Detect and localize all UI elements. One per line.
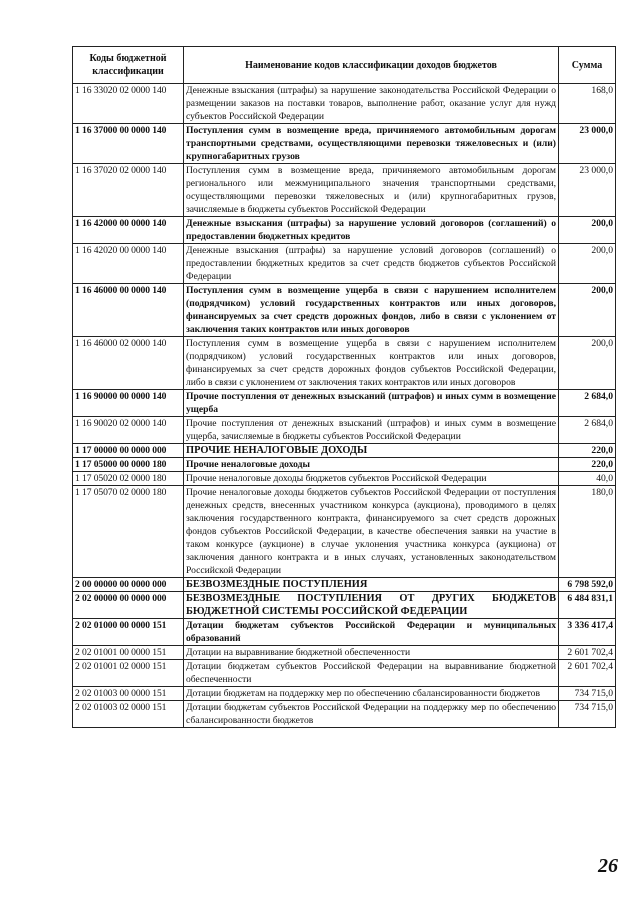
table-row xyxy=(73,472,616,486)
name-cell: Денежные взыскания (штрафы) за нарушение условий договоров (соглашений) о предоставлении бюджетных кредитов xyxy=(184,217,559,244)
code-cell: 2 02 01003 00 0000 151 xyxy=(73,687,184,701)
name-cell: БЕЗВОЗМЕЗДНЫЕ ПОСТУПЛЕНИЯ ОТ ДРУГИХ БЮДЖЕТОВ БЮДЖЕТНОЙ СИСТЕМЫ РОССИЙСКОЙ ФЕДЕРАЦИИ xyxy=(184,592,559,619)
table-row xyxy=(73,619,616,646)
name-cell: Дотации бюджетам субъектов Российской Федерации на выравнивание бюджетной обеспеченности xyxy=(184,660,559,687)
code-cell: 1 17 05070 02 0000 180 xyxy=(73,486,184,578)
name-cell: Поступления сумм в возмещение вреда, причиняемого автомобильным дорогам транспортными средствами, осуществляющими перевозки тяжеловесных и (или) крупногабаритных грузов xyxy=(184,124,559,164)
code-cell: 1 16 42000 00 0000 140 xyxy=(73,217,184,244)
code-cell: 2 02 01003 02 0000 151 xyxy=(73,701,184,728)
code-cell: 1 17 05000 00 0000 180 xyxy=(73,458,184,472)
amount-cell: 2 601 702,4 xyxy=(559,660,616,687)
code-cell: 1 16 37000 00 0000 140 xyxy=(73,124,184,164)
name-cell: Прочие неналоговые доходы xyxy=(184,458,559,472)
code-cell: 2 02 01000 00 0000 151 xyxy=(73,619,184,646)
amount-cell: 2 684,0 xyxy=(559,390,616,417)
code-cell: 1 16 37020 02 0000 140 xyxy=(73,164,184,217)
amount-cell: 168,0 xyxy=(559,84,616,124)
code-cell: 2 02 00000 00 0000 000 xyxy=(73,592,184,619)
amount-cell: 6 484 831,1 xyxy=(559,592,616,619)
table-row xyxy=(73,444,616,458)
amount-cell: 180,0 xyxy=(559,486,616,578)
table-row xyxy=(73,701,616,728)
table-row xyxy=(73,390,616,417)
code-cell: 1 16 90000 00 0000 140 xyxy=(73,390,184,417)
code-cell: 1 17 05020 02 0000 180 xyxy=(73,472,184,486)
table-row xyxy=(73,284,616,337)
name-cell: Прочие неналоговые доходы бюджетов субъектов Российской Федерации от поступления денежных средств, внесенных участником конкурса (аукциона), проводимого в целях заключения государственного контракта, финансируемого за счет средств дорожных фондов субъектов Российской Федерации, в качестве обеспечения заявки на участие в таком конкурсе (аукционе) в случае уклонения участника конкурса (аукциона) от заключения данного контракта и в иных случаях, установленных законодательством Российской Федерации xyxy=(184,486,559,578)
table-row xyxy=(73,244,616,284)
table-row xyxy=(73,660,616,687)
table-row xyxy=(73,164,616,217)
amount-cell: 220,0 xyxy=(559,458,616,472)
code-cell: 1 16 42020 00 0000 140 xyxy=(73,244,184,284)
code-cell: 2 00 00000 00 0000 000 xyxy=(73,578,184,592)
amount-cell: 6 798 592,0 xyxy=(559,578,616,592)
table-row xyxy=(73,646,616,660)
code-cell: 1 16 90020 02 0000 140 xyxy=(73,417,184,444)
name-cell: Прочие неналоговые доходы бюджетов субъектов Российской Федерации xyxy=(184,472,559,486)
code-cell: 1 16 46000 00 0000 140 xyxy=(73,284,184,337)
code-cell: 2 02 01001 02 0000 151 xyxy=(73,660,184,687)
amount-cell: 2 684,0 xyxy=(559,417,616,444)
name-cell: Поступления сумм в возмещение ущерба в связи с нарушением исполнителем (подрядчиком) условий государственных контрактов или иных договоров, финансируемых за счет средств дорожных фондов субъектов Российской Федерации, либо в связи с уклонением от заключения таких контрактов или иных договоров xyxy=(184,337,559,390)
amount-cell: 23 000,0 xyxy=(559,164,616,217)
name-cell: Дотации на выравнивание бюджетной обеспеченности xyxy=(184,646,559,660)
table-row xyxy=(73,578,616,592)
table-row xyxy=(73,337,616,390)
code-cell: 1 17 00000 00 0000 000 xyxy=(73,444,184,458)
amount-cell: 2 601 702,4 xyxy=(559,646,616,660)
amount-cell: 734 715,0 xyxy=(559,701,616,728)
table-row xyxy=(73,417,616,444)
code-cell: 1 16 33020 02 0000 140 xyxy=(73,84,184,124)
table-row xyxy=(73,124,616,164)
amount-cell: 734 715,0 xyxy=(559,687,616,701)
header-name: Наименование кодов классификации доходов бюджетов xyxy=(184,47,559,84)
amount-cell: 3 336 417,4 xyxy=(559,619,616,646)
name-cell: БЕЗВОЗМЕЗДНЫЕ ПОСТУПЛЕНИЯ xyxy=(184,578,559,592)
name-cell: Поступления сумм в возмещение ущерба в связи с нарушением исполнителем (подрядчиком) условий государственных контрактов или иных договоров, финансируемых за счет средств дорожных фондов, либо в связи с уклонением от заключения таких контрактов или иных договоров xyxy=(184,284,559,337)
budget-classification-table xyxy=(72,46,616,728)
name-cell: Дотации бюджетам субъектов Российской Федерации и муниципальных образований xyxy=(184,619,559,646)
code-cell: 2 02 01001 00 0000 151 xyxy=(73,646,184,660)
amount-cell: 200,0 xyxy=(559,244,616,284)
name-cell: Дотации бюджетам на поддержку мер по обеспечению сбалансированности бюджетов xyxy=(184,687,559,701)
header-amount: Сумма xyxy=(559,47,616,84)
name-cell: Денежные взыскания (штрафы) за нарушение условий договоров (соглашений) о предоставлении бюджетных кредитов за счет средств бюджетов субъектов Российской Федерации xyxy=(184,244,559,284)
amount-cell: 200,0 xyxy=(559,284,616,337)
page-number: 26 xyxy=(598,855,618,877)
table-row xyxy=(73,217,616,244)
name-cell: ПРОЧИЕ НЕНАЛОГОВЫЕ ДОХОДЫ xyxy=(184,444,559,458)
name-cell: Денежные взыскания (штрафы) за нарушение законодательства Российской Федерации о размещении заказов на поставки товаров, выполнение работ, оказание услуг для нужд субъектов Российской Федерации xyxy=(184,84,559,124)
name-cell: Прочие поступления от денежных взысканий (штрафов) и иных сумм в возмещение ущерба, зачисляемые в бюджеты субъектов Российской Федерации xyxy=(184,417,559,444)
amount-cell: 200,0 xyxy=(559,337,616,390)
header-code: Коды бюджетной классификации xyxy=(73,47,184,84)
amount-cell: 200,0 xyxy=(559,217,616,244)
table-header-row xyxy=(73,47,616,84)
name-cell: Прочие поступления от денежных взысканий (штрафов) и иных сумм в возмещение ущерба xyxy=(184,390,559,417)
amount-cell: 23 000,0 xyxy=(559,124,616,164)
amount-cell: 40,0 xyxy=(559,472,616,486)
table-row xyxy=(73,486,616,578)
name-cell: Поступления сумм в возмещение вреда, причиняемого автомобильным дорогам регионального или межмуниципального значения транспортными средствами, осуществляющими перевозки тяжеловесных и (или) крупногабаритных грузов, зачисляемые в бюджеты субъектов Российской Федерации xyxy=(184,164,559,217)
code-cell: 1 16 46000 02 0000 140 xyxy=(73,337,184,390)
name-cell: Дотации бюджетам субъектов Российской Федерации на поддержку мер по обеспечению сбалансированности бюджетов xyxy=(184,701,559,728)
table-row xyxy=(73,84,616,124)
table-row xyxy=(73,592,616,619)
amount-cell: 220,0 xyxy=(559,444,616,458)
table-row xyxy=(73,687,616,701)
table-body xyxy=(73,84,616,728)
table-row xyxy=(73,458,616,472)
